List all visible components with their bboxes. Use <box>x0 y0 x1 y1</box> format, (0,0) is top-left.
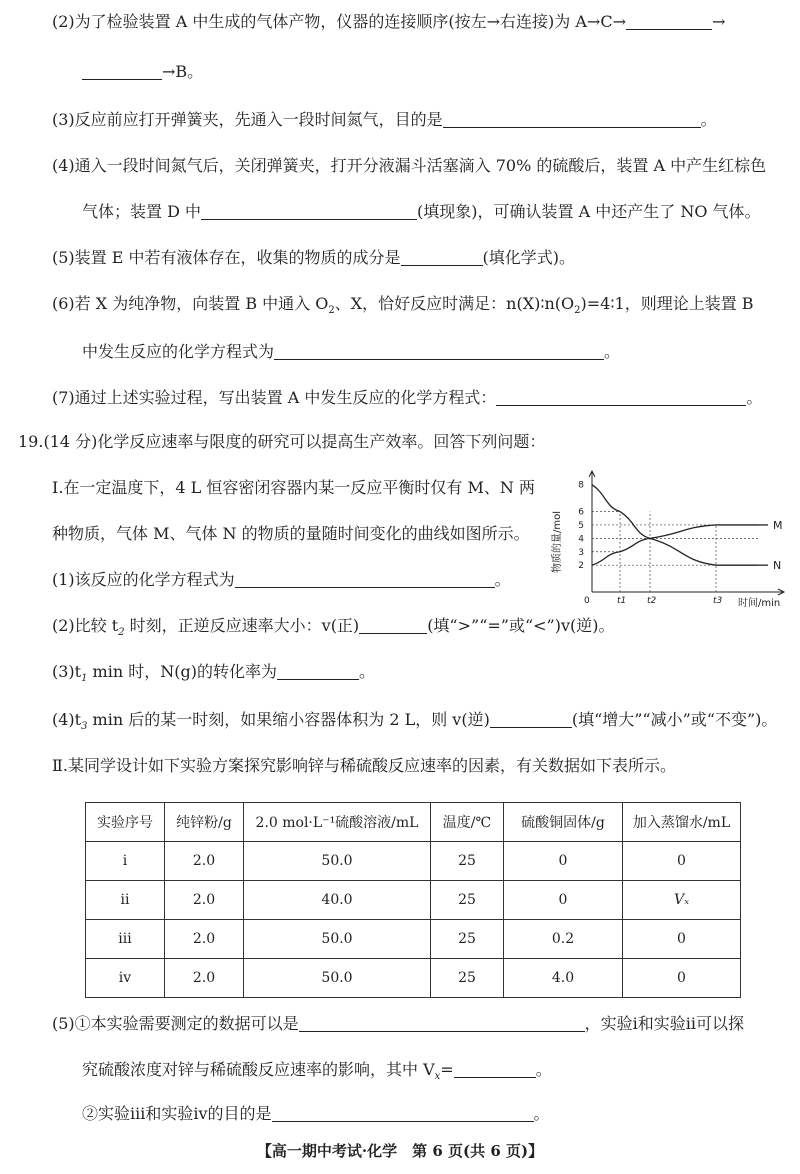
table-cell: 4.0 <box>504 959 623 998</box>
answer-blank[interactable] <box>490 711 572 728</box>
answer-blank[interactable] <box>274 343 604 360</box>
table-cell: Vₓ <box>623 881 741 920</box>
page-footer: 【高一期中考试·化学 第 6 页(共 6 页)】 <box>256 1142 544 1160</box>
column-header: 实验序号 <box>86 803 165 842</box>
q18-part6-line2: 中发生反应的化学方程式为 。 <box>82 342 621 361</box>
q19-section1-line1: Ⅰ.在一定温度下，4 L 恒容密闭容器内某一反应平衡时仅有 M、N 两 <box>52 478 535 497</box>
origin-label: 0 <box>584 596 590 606</box>
q19-part1: (1)该反应的化学方程式为 。 <box>52 570 511 589</box>
table-cell: 25 <box>431 842 504 881</box>
table-cell: 25 <box>431 920 504 959</box>
table-cell: ⅰ <box>86 842 165 881</box>
q18-part2-line2: →B。 <box>82 62 203 82</box>
table-header-row <box>86 803 741 842</box>
table-cell: 40.0 <box>244 881 431 920</box>
table-cell: 50.0 <box>244 959 431 998</box>
q19-part2: (2)比较 $t_2$ 时刻，正逆反应速率大小：v(正) (填“>”“=”或“<”)v(逆)。 <box>52 616 615 638</box>
answer-blank[interactable] <box>626 13 712 30</box>
table-cell: 25 <box>431 881 504 920</box>
answer-blank[interactable] <box>443 111 701 128</box>
x-tick-label: t2 <box>647 596 657 606</box>
table-cell: 2.0 <box>165 881 244 920</box>
y-tick-label: 4 <box>578 534 584 545</box>
answer-blank[interactable] <box>454 1061 536 1078</box>
q18-part3: (3)反应前应打开弹簧夹，先通入一段时间氮气，目的是 。 <box>52 110 717 129</box>
y-tick-label: 6 <box>578 507 584 518</box>
column-header: 2.0 mol·L⁻¹硫酸溶液/mL <box>244 803 431 842</box>
table-cell: ⅳ <box>86 959 165 998</box>
answer-blank[interactable] <box>82 63 162 80</box>
table-cell: 2.0 <box>165 842 244 881</box>
column-header: 温度/℃ <box>431 803 504 842</box>
series-label-M: M <box>773 518 783 532</box>
experiment-table <box>85 802 741 998</box>
column-header: 硫酸铜固体/g <box>504 803 623 842</box>
x-tick-label: t3 <box>713 596 723 606</box>
y-axis-label: 物质的量/mol <box>552 510 563 574</box>
q19-section2: Ⅱ.某同学设计如下实验方案探究影响锌与稀硫酸反应速率的因素，有关数据如下表所示。 <box>52 756 676 775</box>
table-cell: 2.0 <box>165 920 244 959</box>
q18-part7: (7)通过上述实验过程，写出装置 A 中发生反应的化学方程式： 。 <box>52 388 763 407</box>
q18-part5: (5)装置 E 中若有液体存在，收集的物质的成分是 (填化学式)。 <box>52 248 576 267</box>
q19-part4: $(4)t_3$ min 后的某一时刻，如果缩小容器体积为 2 L，则 v(逆) (填“增大”“减小”或“不变”)。 <box>52 710 778 732</box>
q18-part2-line1: (2)为了检验装置 A 中生成的气体产物，仪器的连接顺序(按左→右连接)为 A→C→ → <box>52 12 726 31</box>
column-header: 加入蒸馏水/mL <box>623 803 741 842</box>
q18-part6-line1: (6)若 X 为纯净物，向装置 B 中通入 $O_2$、X，恰好反应时满足：$n(X)∶n(O_2)=4∶1$，则理论上装置 B <box>52 294 754 316</box>
q19-part5-line2: 究硫酸浓度对锌与稀硫酸反应速率的影响，其中 $V_x=$ 。 <box>82 1060 552 1082</box>
answer-blank[interactable] <box>277 663 359 680</box>
table-row <box>86 959 741 998</box>
table-cell: ⅱ <box>86 881 165 920</box>
amount-time-chart <box>548 470 792 610</box>
answer-blank[interactable] <box>272 1105 534 1122</box>
q19-part3: $(3)t_1$ min 时，N(g)的转化率为 。 <box>52 662 375 684</box>
answer-blank[interactable] <box>201 203 417 220</box>
table-cell: 50.0 <box>244 920 431 959</box>
answer-blank[interactable] <box>359 617 427 634</box>
q19-part5-line3: ②实验ⅲ和实验ⅳ的目的是 。 <box>82 1104 550 1123</box>
table-row <box>86 920 741 959</box>
answer-blank[interactable] <box>235 571 495 588</box>
column-header: 纯锌粉/g <box>165 803 244 842</box>
q19-section1-line2: 种物质，气体 M、气体 N 的物质的量随时间变化的曲线如图所示。 <box>52 524 530 543</box>
table-cell: 50.0 <box>244 842 431 881</box>
q19-title: 19.(14 分)化学反应速率与限度的研究可以提高生产效率。回答下列问题： <box>18 432 546 451</box>
answer-blank[interactable] <box>496 389 746 406</box>
q18-part4-line1: (4)通入一段时间氮气后，关闭弹簧夹，打开分液漏斗活塞滴入 70% 的硫酸后，装置 A 中产生红棕色 <box>52 156 767 175</box>
table-cell: 0 <box>504 881 623 920</box>
table-row <box>86 881 741 920</box>
x-tick-label: t1 <box>617 596 627 606</box>
x-axis-label: 时间/min <box>738 598 781 609</box>
answer-blank[interactable] <box>401 249 483 266</box>
table-cell: 2.0 <box>165 959 244 998</box>
y-tick-label: 3 <box>578 547 584 558</box>
y-tick-label: 8 <box>578 480 584 491</box>
table-cell: 0 <box>504 842 623 881</box>
y-tick-label: 2 <box>578 561 584 572</box>
q18-part4-line2: 气体；装置 D 中 (填现象)，可确认装置 A 中还产生了 NO 气体。 <box>82 202 761 221</box>
table-cell: ⅲ <box>86 920 165 959</box>
table-cell: 0 <box>623 920 741 959</box>
table-cell: 0 <box>623 842 741 881</box>
answer-blank[interactable] <box>299 1015 585 1032</box>
table-cell: 25 <box>431 959 504 998</box>
series-label-N: N <box>773 559 782 573</box>
table-row <box>86 842 741 881</box>
table-cell: 0 <box>623 959 741 998</box>
series-line-M <box>592 525 758 565</box>
q19-part5-line1: (5)①本实验需要测定的数据可以是 ，实验ⅰ和实验ⅱ可以探 <box>52 1014 745 1033</box>
y-tick-label: 5 <box>578 520 584 531</box>
table-cell: 0.2 <box>504 920 623 959</box>
